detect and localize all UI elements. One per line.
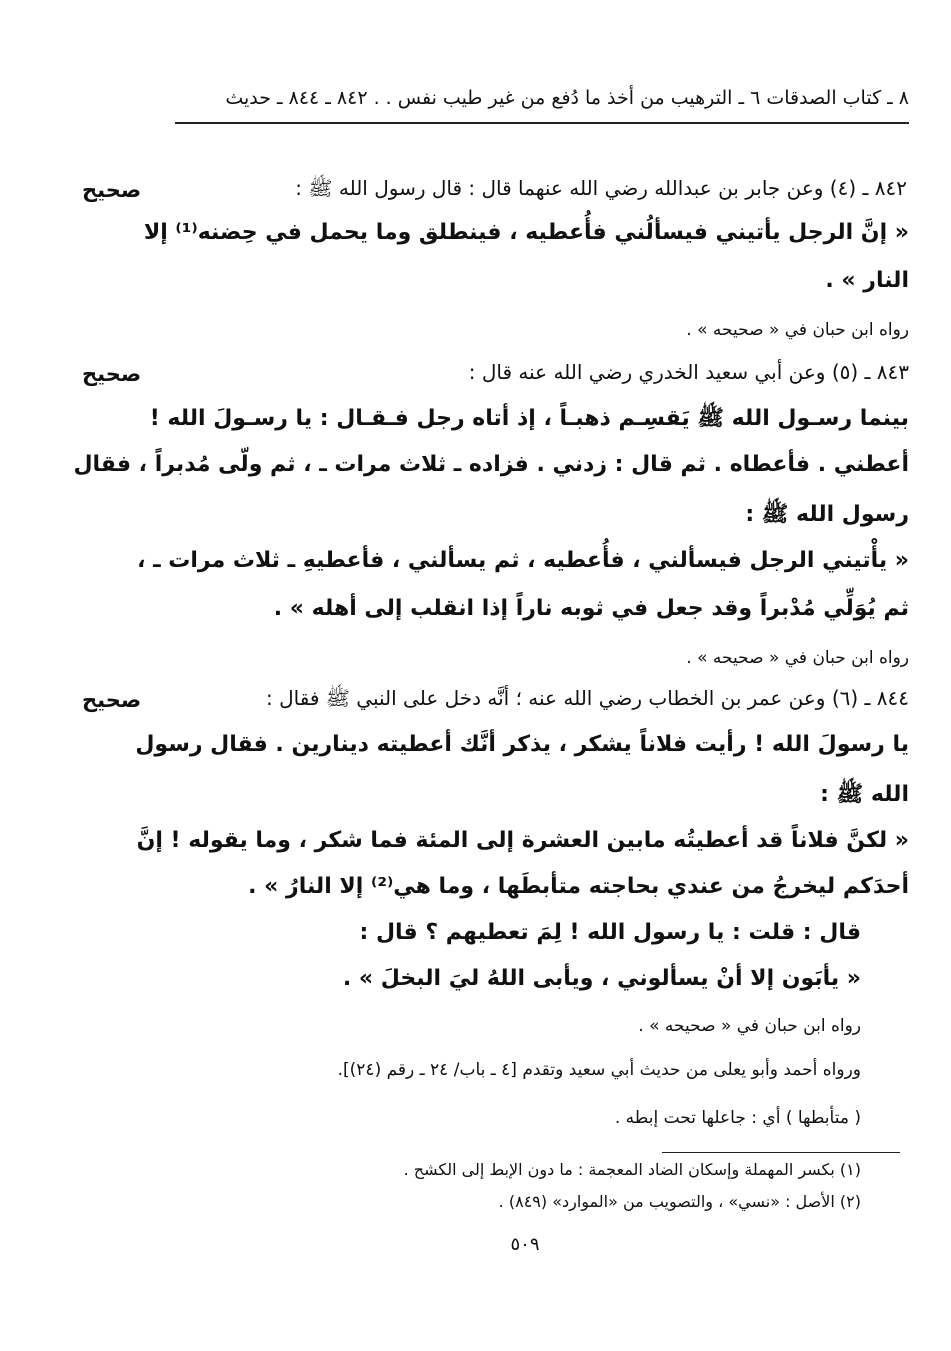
hadith-844-line-4: أحدَكم ليخرجُ من عندي بحاجته متأبطَها ، وما هي⁽²⁾ إلا النارُ » . xyxy=(248,874,909,899)
hadith-843-grade: صحيح xyxy=(82,362,142,386)
hadith-843-source: رواه ابن حبان في « صحيحه » . xyxy=(686,648,909,668)
footnote-1: (١) بكسر المهملة وإسكان الضاد المعجمة : ما دون الإبط إلى الكشح . xyxy=(403,1160,861,1179)
hadith-842-grade: صحيح xyxy=(82,178,142,202)
hadith-842-source: رواه ابن حبان في « صحيحه » . xyxy=(686,320,909,340)
hadith-844-line-6: « يأبَون إلا أنْ يسألوني ، ويأبى اللهُ ليَ البخلَ » . xyxy=(342,966,861,991)
hadith-844-cross-reference: ورواه أحمد وأبو يعلى من حديث أبي سعيد وتقدم [٤ ـ باب/ ٢٤ ـ رقم (٢٤)]. xyxy=(337,1060,861,1080)
hadith-843-line-5: ثم يُوَلِّي مُدْبراً وقد جعل في ثوبه ناراً إذا انقلب إلى أهله » . xyxy=(273,596,909,621)
hadith-844-grade: صحيح xyxy=(82,688,142,712)
hadith-843-line-4: « يأْتيني الرجل فيسألني ، فأُعطيه ، ثم يسألني ، فأعطيهِ ـ ثلاث مرات ـ ، xyxy=(137,548,909,573)
hadith-844-line-5: قال : قلت : يا رسول الله ! لِمَ تعطيهم ؟ قال : xyxy=(359,920,861,945)
footnote-2: (٢) الأصل : «نسي» ، والتصويب من «الموارد» (٨٤٩) . xyxy=(498,1192,861,1211)
hadith-844-line-2: الله ﷺ : xyxy=(820,782,909,807)
hadith-844-source: رواه ابن حبان في « صحيحه » . xyxy=(638,1016,861,1036)
page-number: ٥٠٩ xyxy=(510,1234,540,1255)
footnote-separator xyxy=(662,1152,900,1153)
hadith-842-intro: ٨٤٢ ـ (٤) وعن جابر بن عبدالله رضي الله عنهما قال : قال رسول الله ﷺ : xyxy=(295,176,907,200)
hadith-844-line-3: « لكنَّ فلاناً قد أعطيتُه مابين العشرة إلى المئة فما شكر ، وما يقوله ! إنَّ xyxy=(136,828,909,853)
hadith-843-line-2: أعطني . فأعطاه . ثم قال : زدني . فزاده ـ ثلاث مرات ـ ، ثم ولّى مُدبراً ، فقال xyxy=(73,452,909,477)
hadith-843-line-3: رسول الله ﷺ : xyxy=(745,502,909,527)
hadith-843-intro: ٨٤٣ ـ (٥) وعن أبي سعيد الخدري رضي الله عنه قال : xyxy=(468,360,909,384)
hadith-842-line-1: « إنَّ الرجل يأتيني فيسألُني فأُعطيه ، فينطلق وما يحمل في حِضنه⁽¹⁾ إلا xyxy=(143,220,909,245)
hadith-842-line-2: النار » . xyxy=(825,268,909,293)
hadith-843-line-1: بينما رسـول الله ﷺ يَقسِـم ذهبـاً ، إذ أتاه رجل فـقـال : يا رسـولَ الله ! xyxy=(149,406,909,431)
hadith-844-line-1: يا رسولَ الله ! رأيت فلاناً يشكر ، يذكر أنَّك أعطيته دينارين . فقال رسول xyxy=(135,732,909,757)
running-header: ٨ ـ كتاب الصدقات ٦ ـ الترهيب من أخذ ما دُفع من غير طيب نفس . . ٨٤٢ ـ ٨٤٤ ـ حديث xyxy=(175,82,909,124)
hadith-844-intro: ٨٤٤ ـ (٦) وعن عمر بن الخطاب رضي الله عنه ؛ أنَّه دخل على النبي ﷺ فقال : xyxy=(266,686,909,710)
hadith-844-gloss: ( متأبطها ) أي : جاعلها تحت إبطه . xyxy=(614,1108,861,1128)
